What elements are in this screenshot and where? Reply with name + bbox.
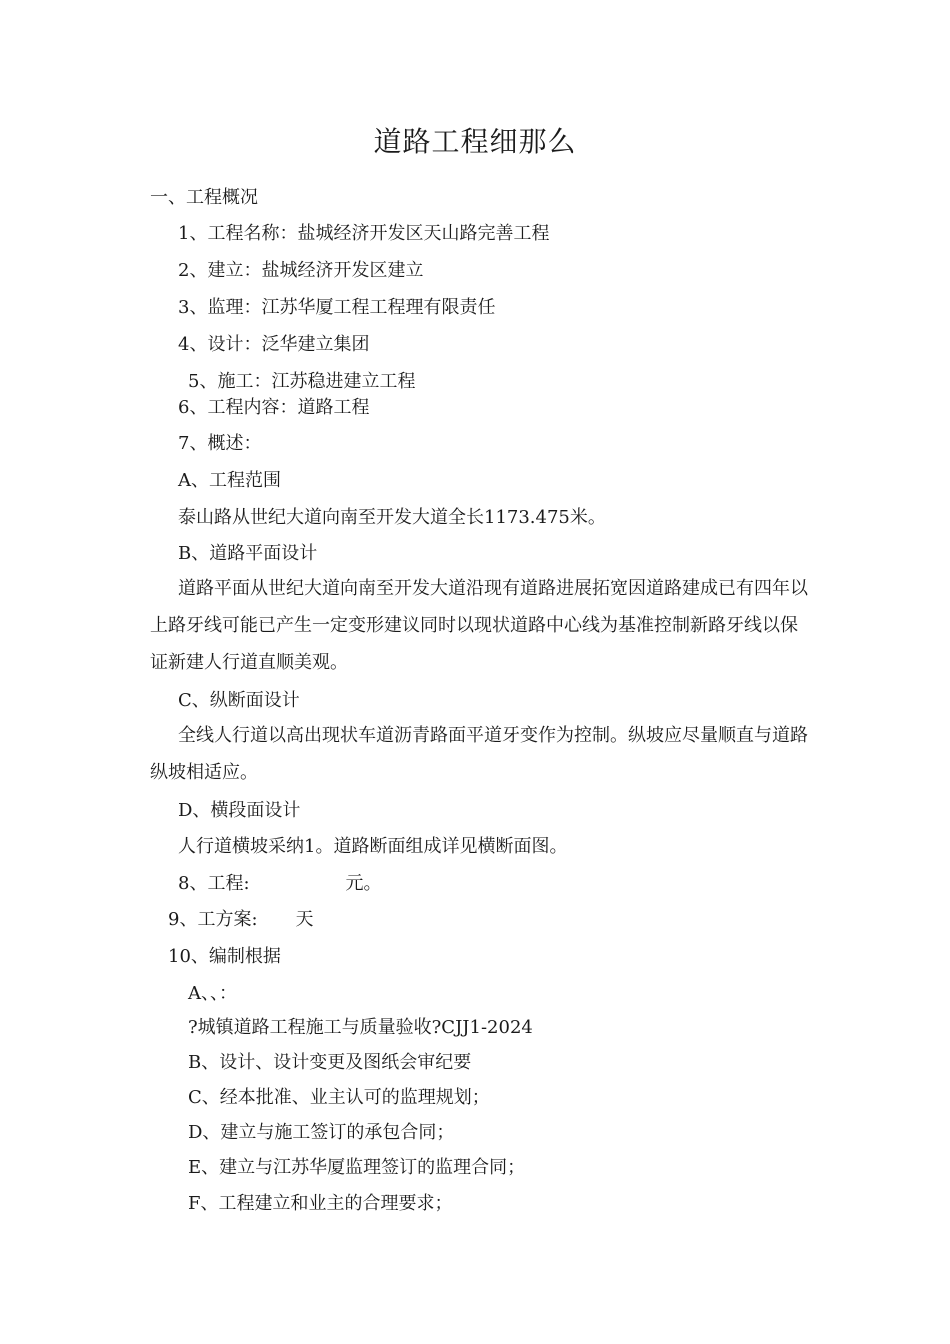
basis-item: C、经本批准、业主认可的监理规划； <box>188 1087 490 1108</box>
item-content: 6、工程内容：道路工程 <box>178 397 370 418</box>
item-build: 2、建立：盐城经济开发区建立 <box>178 260 424 281</box>
profile-heading: C、纵断面设计 <box>178 690 300 711</box>
plan-heading: B、道路平面设计 <box>178 543 318 564</box>
schedule-unit: 天 <box>295 909 314 930</box>
cost-unit: 元。 <box>345 873 382 894</box>
basis-item: B、设计、设计变更及图纸会审纪要 <box>188 1052 472 1073</box>
basis-item: ?城镇道路工程施工与质量验收?CJJ1-2024 <box>188 1017 533 1038</box>
basis-heading: 10、编制根据 <box>168 946 281 967</box>
cross-section-text: 人行道横坡采纳1。道路断面组成详见横断面图。 <box>178 836 568 857</box>
schedule-label: 9、工方案: <box>168 909 258 930</box>
basis-item: A、、： <box>188 983 237 1004</box>
item-project-name: 1、工程名称：盐城经济开发区天山路完善工程 <box>178 223 550 244</box>
basis-item: E、建立与江苏华厦监理签订的监理合同； <box>188 1157 526 1178</box>
item-overview: 7、概述： <box>178 433 262 454</box>
cross-section-heading: D、横段面设计 <box>178 800 301 821</box>
section-heading: 一、工程概况 <box>150 187 258 208</box>
plan-paragraph: 道路平面从世纪大道向南至开发大道沿现有道路进展拓宽因道路建成已有四年以上路牙线可能已产生一定变形建议同时以现状道路中心线为基准控制新路牙线以保证新建人行道直顺美观。 <box>150 578 808 673</box>
cost-line <box>178 872 382 896</box>
schedule-line <box>168 908 314 932</box>
item-construction: 5、施工：江苏稳进建立工程 <box>188 371 416 392</box>
document-title: 道路工程细那么 <box>373 125 577 158</box>
scope-text: 泰山路从世纪大道向南至开发大道全长1173.475米。 <box>178 507 606 528</box>
cost-label: 8、工程: <box>178 873 250 894</box>
item-supervision: 3、监理：江苏华厦工程工程理有限责任 <box>178 297 496 318</box>
basis-item: D、建立与施工签订的承包合同； <box>188 1122 455 1143</box>
scope-heading: A、工程范围 <box>178 470 281 491</box>
basis-item: F、工程建立和业主的合理要求； <box>188 1193 453 1214</box>
profile-paragraph: 全线人行道以高出现状车道沥青路面平道牙变作为控制。纵坡应尽量顺直与道路纵坡相适应。 <box>150 725 808 783</box>
item-design: 4、设计：泛华建立集团 <box>178 334 370 355</box>
